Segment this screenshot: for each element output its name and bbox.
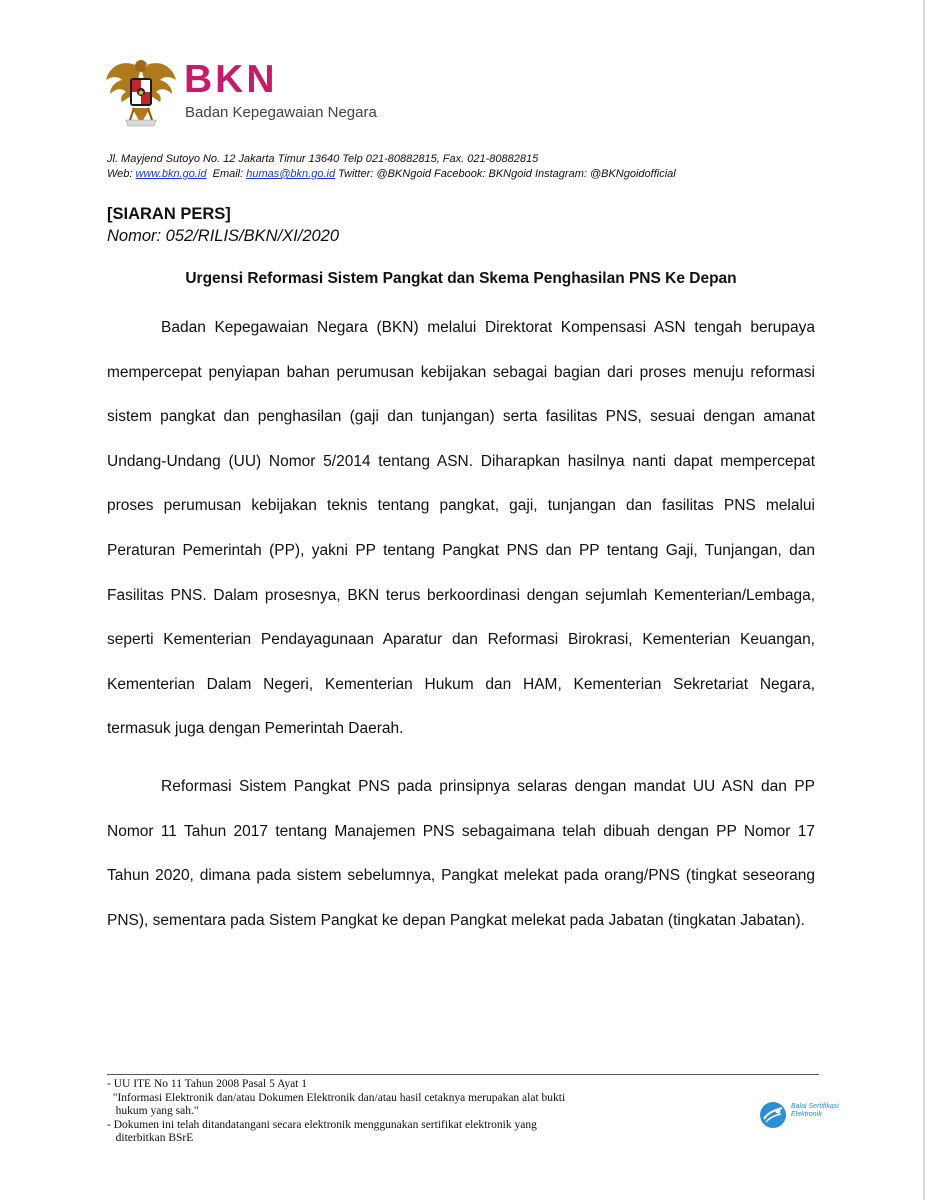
paragraph-1: Badan Kepegawaian Negara (BKN) melalui Direktorat Kompensasi ASN tengah berupaya mempercepat penyiapan bahan perumusan kebijakan sebagai bagian dari proses menuju reformasi sistem pangkat dan penghasilan (gaji dan tunjangan) serta fasilitas PNS, sesuai dengan amanat Undang-Undang (UU) Nomor 5/2014 tentang ASN. Diharapkan hasilnya nanti dapat mempercepat proses perumusan kebijakan teknis tentang pangkat, gaji, tunjangan dan fasilitas PNS melalui Peraturan Pemerintah (PP), yakni PP tentang Pangkat PNS dan PP tentang Gaji, Tunjangan, dan Fasilitas PNS. Dalam prosesnya, BKN terus berkoordinasi dengan sejumlah Kementerian/Lembaga, seperti Kementerian Pendayagunaan Aparatur dan Reformasi Birokrasi, Kementerian Keuangan, Kementerian Dalam Negeri, Kementerian Hukum dan HAM, Kementerian Sekretariat Negara, termasuk juga dengan Pemerintah Daerah. xyxy=(107,319,815,738)
web-label: Web: xyxy=(107,168,133,180)
paragraph-2: Reformasi Sistem Pangkat PNS pada prinsipnya selaras dengan mandat UU ASN dan PP Nomor 11 Tahun 2017 tentang Manajemen PNS sebagaimana telah dibuah dengan PP Nomor 17 Tahun 2020, dimana pada sistem sebelumnya, Pangkat melekat pada orang/PNS (tingkat seseorang PNS), sementara pada Sistem Pangkat ke depan Pangkat melekat pada Jabatan (tingkatan Jabatan). xyxy=(107,778,815,929)
contact-block xyxy=(107,152,827,182)
footer-divider xyxy=(107,1074,819,1075)
footer-notes xyxy=(107,1078,747,1146)
footer-note-quote: "Informasi Elektronik dan/atau Dokumen Elektronik dan/atau hasil cetaknya merupakan alat bukti hukum yang sah." xyxy=(112,1091,566,1117)
bsre-label: Balai Sertifikasi Elektronik xyxy=(791,1103,839,1118)
links-line xyxy=(107,167,827,182)
footer-note-signature: - Dokumen ini telah ditandatangani secara elektronik menggunakan sertifikat elektronik yang diterbitkan BSrE xyxy=(107,1118,537,1144)
garuda-emblem-icon xyxy=(104,54,178,130)
footer-note-law: - UU ITE No 11 Tahun 2008 Pasal 5 Ayat 1 xyxy=(107,1078,308,1090)
email-label: Email: xyxy=(212,168,244,180)
social-accounts: Twitter: @BKNgoid Facebook: BKNgoid Instagram: @BKNgoidofficial xyxy=(338,168,676,180)
bsre-emblem-icon xyxy=(758,1100,788,1130)
address-line: Jl. Mayjend Sutoyo No. 12 Jakarta Timur 13640 Telp 021-80882815, Fax. 021-80882815 xyxy=(107,153,539,165)
bkn-logo xyxy=(104,54,404,134)
press-release-number: Nomor: 052/RILIS/BKN/XI/2020 xyxy=(107,227,340,245)
website-link[interactable]: www.bkn.go.id xyxy=(135,168,207,180)
email-link[interactable]: humas@bkn.go.id xyxy=(246,168,336,180)
logo-wordmark: BKN xyxy=(184,58,278,101)
document-title: Urgensi Reformasi Sistem Pangkat dan Skema Penghasilan PNS Ke Depan xyxy=(185,270,737,287)
press-release-tag: [SIARAN PERS] xyxy=(107,205,231,223)
bsre-logo xyxy=(758,1100,848,1132)
logo-subtitle: Badan Kepegawaian Negara xyxy=(185,104,377,121)
